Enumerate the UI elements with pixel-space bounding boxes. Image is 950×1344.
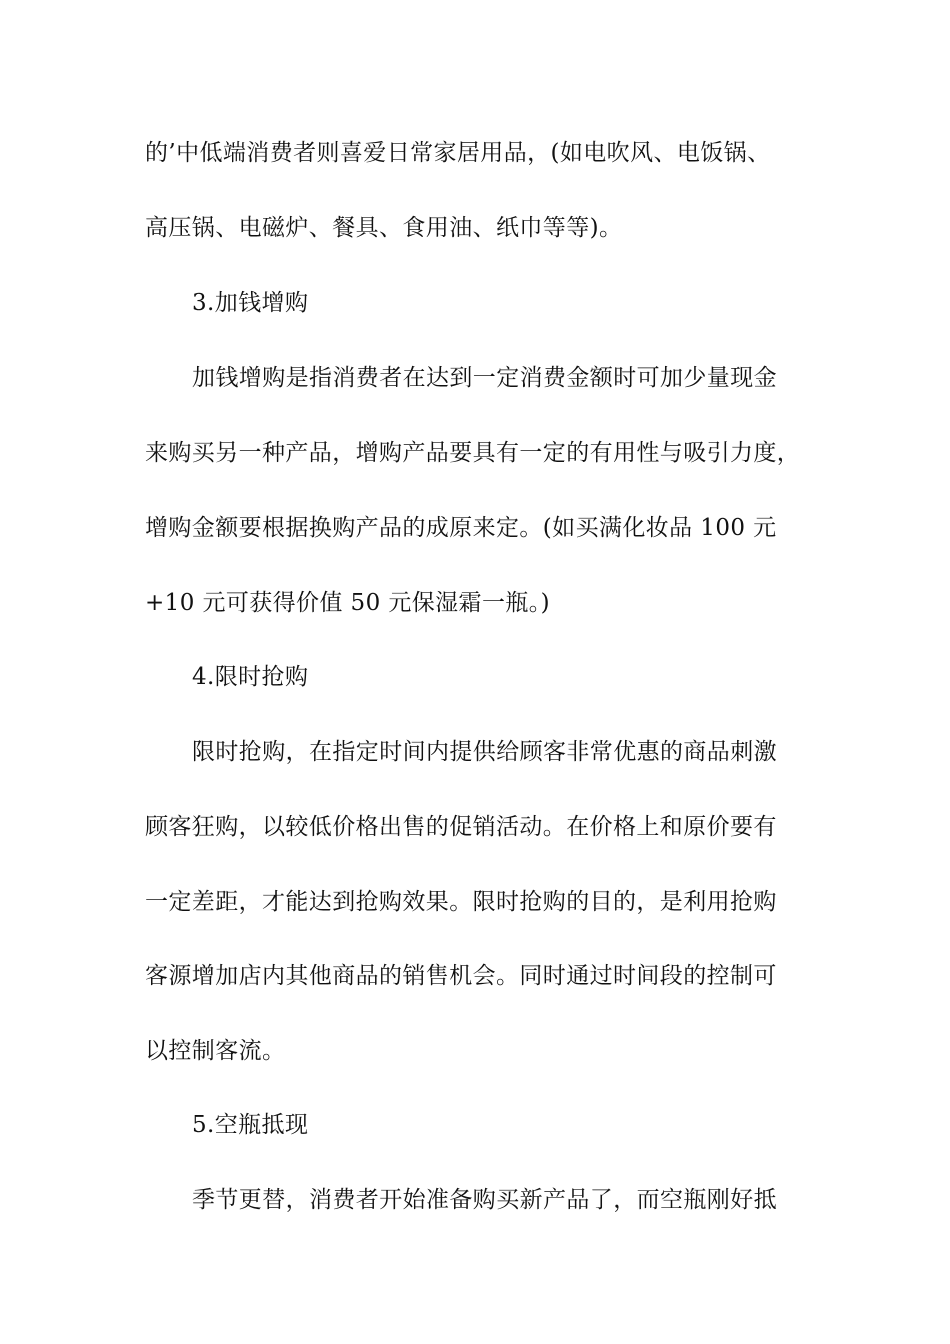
paragraph-line: 限时抢购，在指定时间内提供给顾客非常优惠的商品刺激 <box>192 739 777 765</box>
paragraph-line: +10 元可获得价值 50 元保湿霜一瓶。) <box>145 590 551 616</box>
section-heading: 5.空瓶抵现 <box>192 1112 309 1138</box>
paragraph-line: 增购金额要根据换购产品的成原来定。(如买满化妆品 100 元 <box>145 515 777 541</box>
paragraph-line: 以控制客流。 <box>145 1038 286 1064</box>
paragraph-line: 高压锅、电磁炉、餐具、食用油、纸巾等等)。 <box>145 215 623 241</box>
section-heading: 3.加钱增购 <box>192 290 309 316</box>
paragraph-line: 的’中低端消费者则喜爱日常家居用品，(如电吹风、电饭锅、 <box>145 140 771 166</box>
paragraph-line: 季节更替，消费者开始准备购买新产品了，而空瓶刚好抵 <box>192 1187 777 1213</box>
paragraph-line: 顾客狂购，以较低价格出售的促销活动。在价格上和原价要有 <box>145 814 777 840</box>
paragraph-line: 一定差距，才能达到抢购效果。限时抢购的目的，是利用抢购 <box>145 889 777 915</box>
section-heading: 4.限时抢购 <box>192 664 309 690</box>
paragraph-line: 客源增加店内其他商品的销售机会。同时通过时间段的控制可 <box>145 963 777 989</box>
paragraph-line: 加钱增购是指消费者在达到一定消费金额时可加少量现金 <box>192 365 777 391</box>
paragraph-line: 来购买另一种产品，增购产品要具有一定的有用性与吸引力度， <box>145 440 801 466</box>
